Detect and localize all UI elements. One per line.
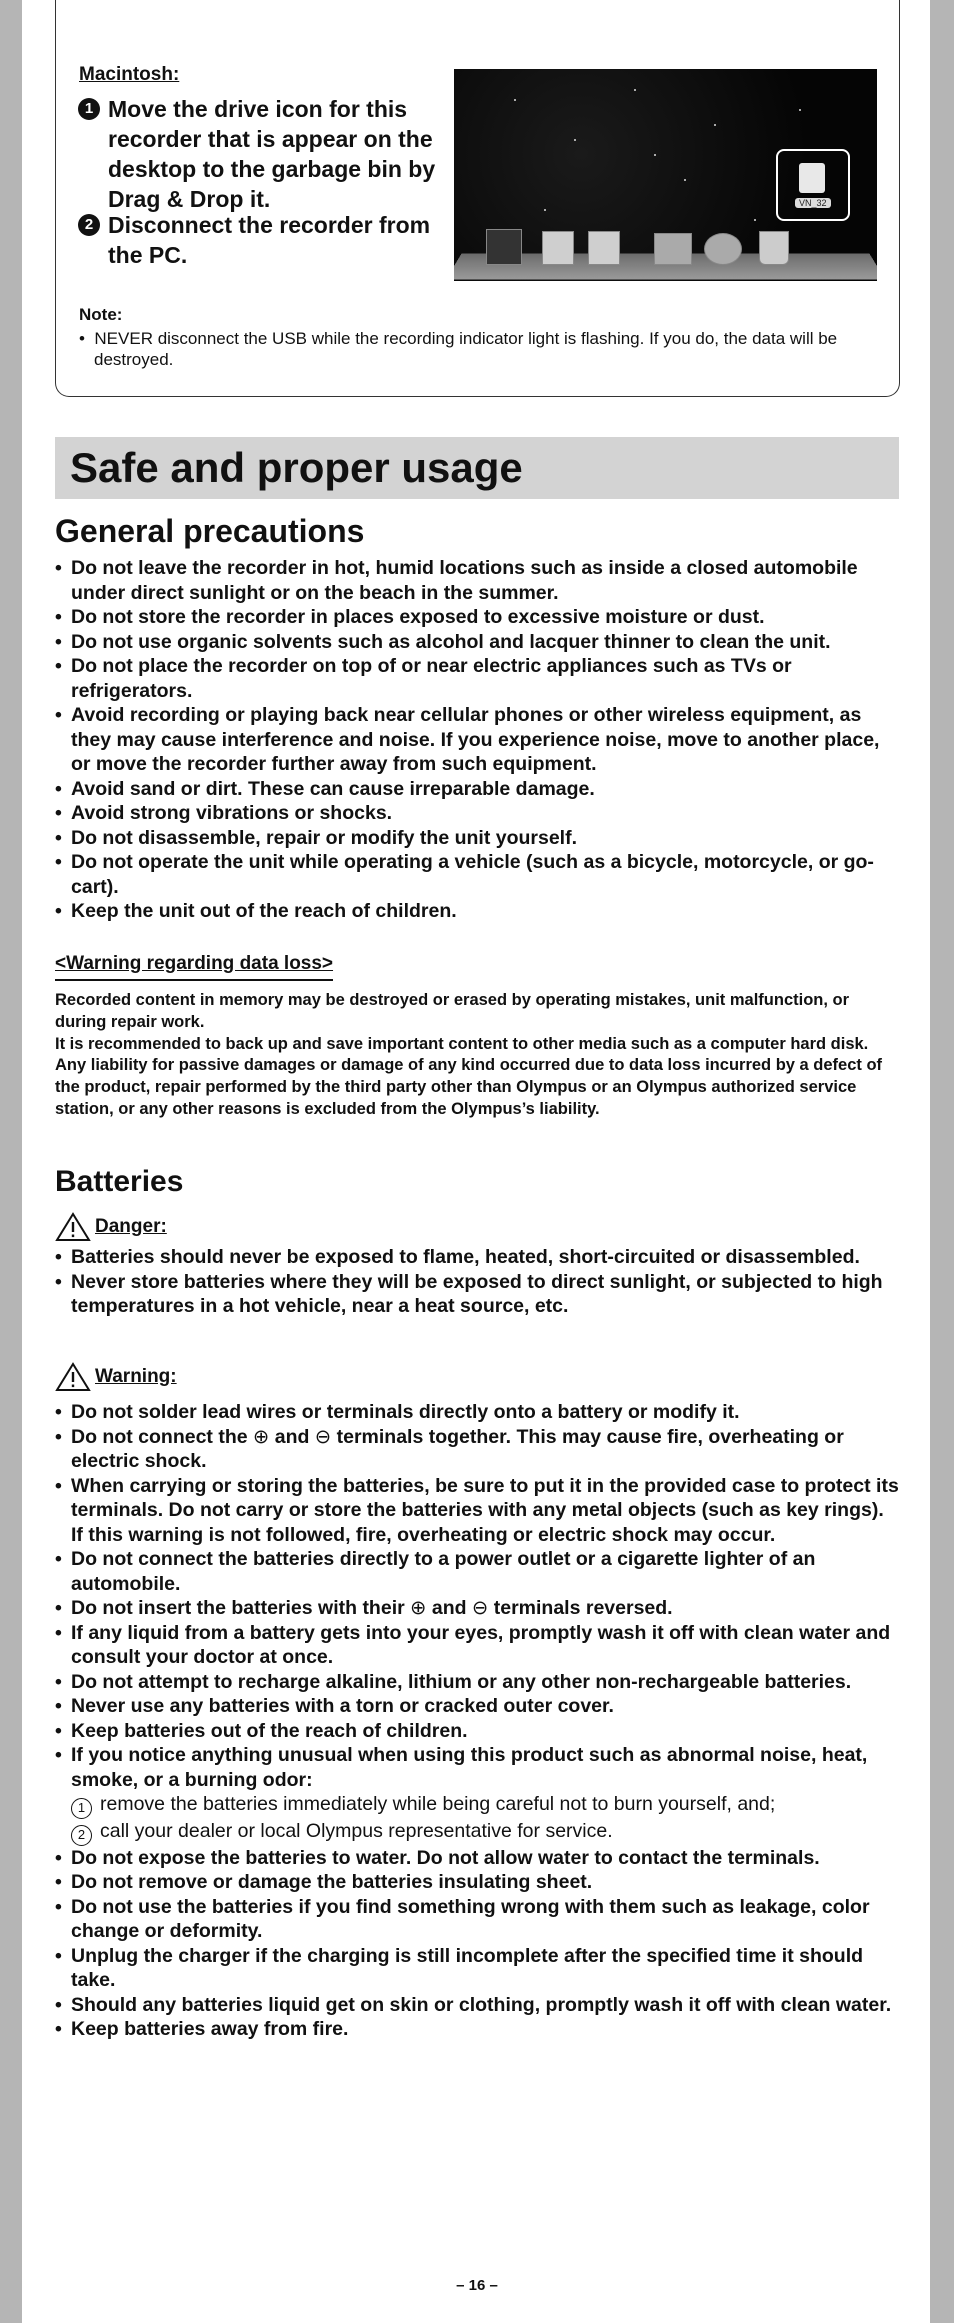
list-item: • Avoid sand or dirt. These can cause irreparable damage.: [55, 777, 899, 802]
drive-icon-highlight: [776, 149, 850, 221]
item-text: When carrying or storing the batteries, be sure to put it in the provided case to protect its terminals. Do not carry or store the batteries with any metal objects (such as key rings).: [71, 1474, 899, 1521]
list-item: • Do not use organic solvents such as alcohol and lacquer thinner to clean the unit.: [55, 630, 899, 655]
batteries-heading: Batteries: [55, 1165, 184, 1198]
circled-number-2: 2: [71, 1825, 92, 1846]
danger-list: [55, 1245, 899, 1319]
list-item: • If you notice anything unusual when using this product such as abnormal noise, heat, smoke, or a burning odor:: [55, 1743, 899, 1792]
warning-triangle-icon: [55, 1212, 91, 1242]
list-item: • Avoid recording or playing back near cellular phones or other wireless equipment, as they may cause interference and noise. If you experience noise, move to another place, or move the recorder further away from such equipment.: [55, 703, 899, 777]
plus-terminal-icon: ⊕: [410, 1597, 427, 1619]
warning-list: [55, 1400, 899, 2042]
step-1-number: 1: [78, 98, 100, 120]
note-text: • NEVER disconnect the USB while the recording indicator light is flashing. If you do, the data will be destroyed.: [79, 329, 838, 369]
folder-icon: [654, 233, 692, 265]
list-item: • Batteries should never be exposed to flame, heated, short-circuited or disassembled.: [55, 1245, 899, 1270]
item-text: Do not connect the: [71, 1425, 253, 1448]
data-loss-heading: <Warning regarding data loss>: [55, 953, 333, 981]
list-item: • Keep batteries away from fire.: [55, 2017, 899, 2042]
list-item: • Do not leave the recorder in hot, humid locations such as inside a closed automobile under direct sunlight or on the beach in the summer.: [55, 556, 899, 605]
danger-heading: [55, 1212, 167, 1242]
manual-page: [22, 0, 930, 2323]
section-title: Safe and proper usage: [70, 444, 523, 491]
warning-heading: [55, 1362, 177, 1392]
minus-terminal-icon: ⊖: [314, 1425, 332, 1448]
list-item: • Do not attempt to recharge alkaline, lithium or any other non-rechargeable batteries.: [55, 1670, 899, 1695]
page-number: – 16 –: [456, 2277, 498, 2294]
list-item: [55, 1425, 899, 1474]
list-item: [55, 1474, 899, 1548]
item-text: terminals together. This may cause fire, overheating or electric shock.: [71, 1425, 844, 1472]
data-loss-text: [55, 990, 899, 1121]
general-precautions-heading: General precautions: [55, 513, 365, 549]
plus-terminal-icon: ⊕: [253, 1425, 270, 1448]
list-item: • Never store batteries where they will be exposed to direct sunlight, or subjected to high temperatures in a hot vehicle, near a heat source, etc.: [55, 1270, 899, 1319]
item-text: and: [426, 1597, 472, 1619]
list-item: • Do not solder lead wires or terminals directly onto a battery or modify it.: [55, 1400, 899, 1425]
circled-number-1: 1: [71, 1798, 92, 1819]
trash-icon: [759, 231, 789, 265]
mac-step-1-text: Move the drive icon for this recorder that is appear on the desktop to the garbage bin by Drag & Drop it.: [108, 96, 436, 212]
downloads-icon: [704, 233, 742, 265]
terminal-icon: [486, 229, 522, 265]
list-item: • If any liquid from a battery gets into your eyes, promptly wash it off with clean water and consult your doctor at once.: [55, 1621, 899, 1670]
data-loss-paragraph-3: Any liability for passive damages or damage of any kind occurred due to data loss incurred by a defect of the product, repair performed by the third party other than Olympus or an Olympus authorized service station, or any other reasons is excluded from the Olympus’s liability.: [55, 1056, 883, 1118]
mac-step-2-text: Disconnect the recorder from the PC.: [108, 212, 431, 268]
mac-dock-screenshot: [454, 69, 877, 281]
app-icon: [542, 231, 574, 265]
list-item: • Avoid strong vibrations or shocks.: [55, 801, 899, 826]
danger-label: Danger:: [95, 1216, 167, 1237]
list-item: • Do not place the recorder on top of or near electric appliances such as TVs or refrigerators.: [55, 654, 899, 703]
list-item: • Should any batteries liquid get on skin or clothing, promptly wash it off with clean water.: [55, 1993, 899, 2018]
drive-label: VN_32: [795, 198, 831, 208]
list-item: • Do not use the batteries if you find something wrong with them such as leakage, color change or deformity.: [55, 1895, 899, 1944]
list-item: • Do not remove or damage the batteries insulating sheet.: [55, 1870, 899, 1895]
list-item: • Do not connect the batteries directly to a power outlet or a cigarette lighter of an automobile.: [55, 1547, 899, 1596]
note-text-content: NEVER disconnect the USB while the recording indicator light is flashing. If you do, the data will be destroyed.: [94, 329, 838, 369]
list-item: • Keep the unit out of the reach of children.: [55, 899, 899, 924]
list-item: • Do not store the recorder in places exposed to excessive moisture or dust.: [55, 605, 899, 630]
item-text: call your dealer or local Olympus representative for service.: [100, 1819, 613, 1842]
list-item: • Do not expose the batteries to water. Do not allow water to contact the terminals.: [55, 1846, 899, 1871]
item-text: If this warning is not followed, fire, overheating or electric shock may occur.: [71, 1523, 776, 1546]
data-loss-paragraph-2: It is recommended to back up and save important content to other media such as a computer hard disk.: [55, 1034, 869, 1053]
list-item: • Do not disassemble, repair or modify the unit yourself.: [55, 826, 899, 851]
mac-step-1: [78, 94, 448, 214]
macintosh-heading: Macintosh:: [79, 64, 180, 85]
drive-icon: [799, 163, 825, 193]
list-item: • Keep batteries out of the reach of children.: [55, 1719, 899, 1744]
step-2-number: 2: [78, 214, 100, 236]
data-loss-paragraph-1: Recorded content in memory may be destroyed or erased by operating mistakes, unit malfunction, or during repair work.: [55, 991, 850, 1031]
list-item: [55, 1596, 899, 1621]
note-heading: Note:: [79, 305, 123, 324]
warning-label: Warning:: [95, 1366, 177, 1387]
minus-terminal-icon: ⊖: [471, 1597, 489, 1619]
section-banner: [55, 437, 899, 499]
item-text: and: [269, 1425, 315, 1448]
list-item: • Do not operate the unit while operating a vehicle (such as a bicycle, motorcycle, or go-cart).: [55, 850, 899, 899]
mac-step-2: [78, 210, 448, 270]
item-text: Do not insert the batteries with their: [71, 1597, 411, 1619]
list-item: • Unplug the charger if the charging is still incomplete after the specified time it should take.: [55, 1944, 899, 1993]
sub-list-item: [55, 1819, 899, 1846]
list-item: • Never use any batteries with a torn or cracked outer cover.: [55, 1694, 899, 1719]
macintosh-instructions-box: [55, 0, 900, 397]
warning-triangle-icon: [55, 1362, 91, 1392]
general-precautions-list: [55, 556, 899, 924]
item-text: remove the batteries immediately while being careful not to burn yourself, and;: [100, 1793, 776, 1815]
item-text: terminals reversed.: [488, 1597, 673, 1619]
sub-list-item: [55, 1792, 899, 1819]
preview-icon: [588, 231, 620, 265]
